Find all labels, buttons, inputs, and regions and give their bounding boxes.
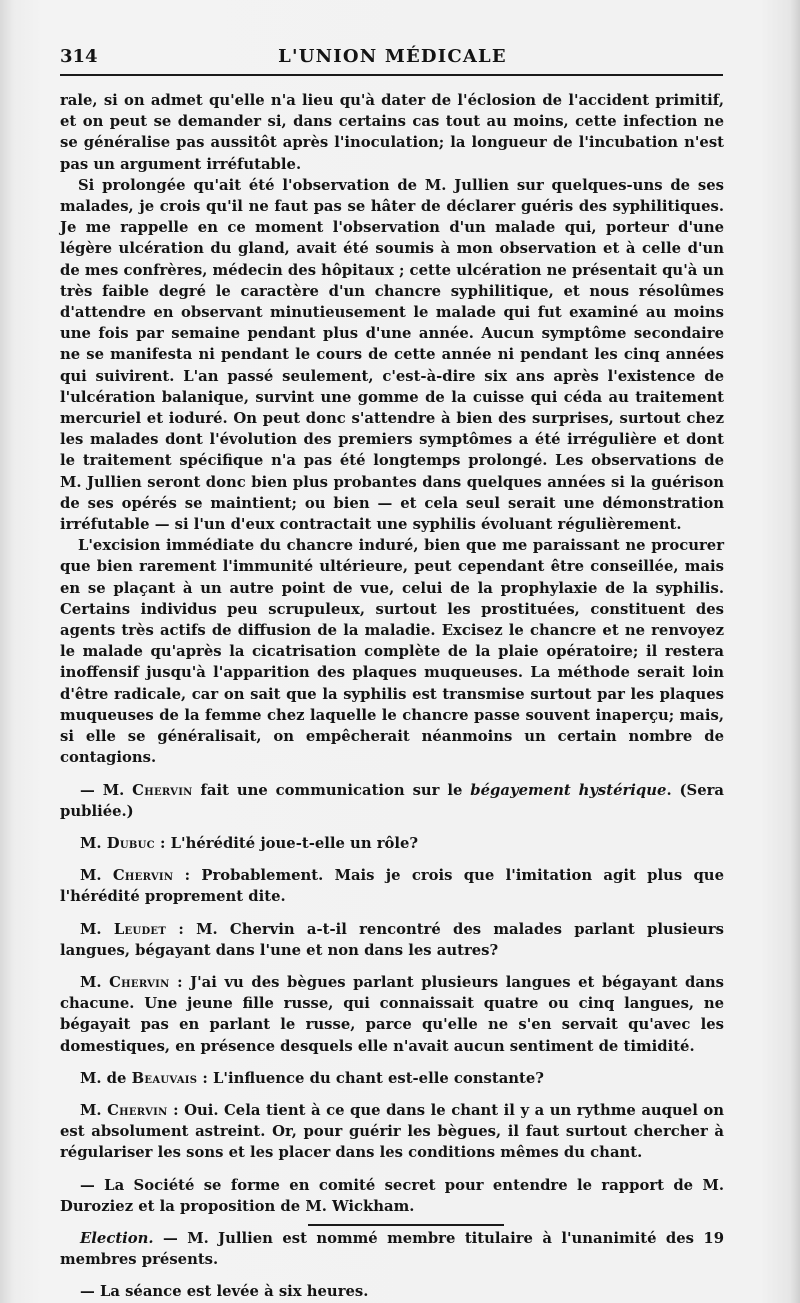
proceedings-entry: — La séance est levée à six heures. — [80, 1283, 369, 1301]
speaker-name: Chervin — [109, 973, 170, 991]
closing-rule — [308, 1224, 504, 1226]
proceedings-entry: M. Dubuc : L'hérédité joue-t-elle un rôle? — [80, 834, 419, 852]
speaker-name: Beauvais — [131, 1069, 198, 1087]
speaker-name: Dubuc — [106, 834, 155, 852]
header-rule — [60, 74, 723, 76]
speaker-name: Chervin — [112, 867, 174, 885]
page-header — [60, 40, 725, 74]
paragraph-continued: rale, si on admet qu'elle n'a lieu qu'à dater de l'éclosion de l'accident primitif, et on peut se demander si, dans certains cas tout au moins, cette infection ne se généralise pas aussitôt après l'inoculation; la longueur de l'incubation n'est pas un argument irréfutable. — [60, 92, 724, 173]
proceedings-entry: Election. — M. Jullien est nommé membre titulaire à l'unanimité des 19 membres présents. — [60, 1229, 724, 1269]
proceedings-entry: — La Société se forme en comité secret pour entendre le rapport de M. Duroziez et la proposition de M. Wickham. — [60, 1176, 724, 1215]
speaker-name: Chervin — [107, 1101, 168, 1119]
speaker-name: Leudet — [113, 920, 167, 938]
proceedings-entry: M. Chervin : Probablement. Mais je crois que l'imitation agit plus que l'hérédité proprement dite. — [60, 867, 724, 906]
paragraph: Si prolongée qu'ait été l'observation de M. Jullien sur quelques-uns de ses malades, je crois qu'il ne faut pas se hâter de déclarer guéris des syphilitiques. Je me rappelle en ce moment l'observation d'un malade qui, porteur d'une légère ulcération du gland, avait été soumis à mon observation et à celle d'un de mes confrères, médecin des hôpitaux ; cette ulcération ne présentait qu'à un très faible degré le caractère d'un chancre syphilitique, et nous résolûmes d'attendre en observant minutieusement le malade qui fut examiné au moins une fois par semaine pendant plus d'une année. Aucun symptôme secondaire ne se manifesta ni pendant le cours de cette année ni pendant les cinq années qui suivirent. L'an passé seulement, c'est-à-dire six ans après l'existence de l'ulcération balanique, survint une gomme de la cuisse qui céda au traitement mercuriel et ioduré. On peut donc s'attendre à bien des surprises, surtout chez les malades dont l'évolution des premiers symptômes a été irrégulière et dont le traitement spécifique n'a pas été longtemps prolongé. Les observations de M. Jullien seront donc bien plus probantes dans quelques années si la guérison de ses opérés se maintient; ou bien — et cela seul serait une démonstration irréfutable — si l'un d'eux contractait une syphilis évoluant régulièrement. — [60, 176, 724, 534]
paragraph: L'excision immédiate du chancre induré, bien que me paraissant ne procurer que bien rarement l'immunité ultérieure, peut cependant être conseillée, mais en se plaçant à un autre point de vue, celui de la prophylaxie de la syphilis. Certains individus peu scrupuleux, surtout les prostituées, constituent des agents très actifs de diffusion de la maladie. Excisez le chancre et ne renvoyez le malade qu'après la cicatrisation complète de la plaie opératoire; il restera inoffensif jusqu'à l'apparition des plaques muqueuses. La méthode serait loin d'être radicale, car on sait que la syphilis est transmise surtout par les plaques muqueuses de la femme chez laquelle le chancre passe souvent inaperçu; mais, si elle se généralisait, on empêcherait néanmoins un certain nombre de contagions. — [60, 537, 724, 767]
proceedings-entry: M. Leudet : M. Chervin a-t-il rencontré des malades parlant plusieurs langues, bégayant dans l'une et non dans les autres? — [60, 920, 724, 959]
proceedings-entry: — M. Chervin fait une communication sur le bégayement hystérique. (Sera publiée.) — [60, 781, 724, 820]
speaker-name: Chervin — [132, 781, 193, 799]
proceedings-entry: M. Chervin : J'ai vu des bègues parlant plusieurs langues et bégayant dans chacune. Une jeune fille russe, qui connaissait quatre ou cinq langues, ne bégayait pas en parlant le russe, parce qu'elle ne s'en servait qu'avec les domestiques, en présence desquels elle n'avait aucun sentiment de timidité. — [60, 973, 724, 1055]
italic-title: bégayement hystérique — [470, 781, 667, 799]
proceedings-entry: M. de Beauvais : L'influence du chant est-elle constante? — [80, 1069, 544, 1087]
body-text — [60, 90, 724, 1303]
italic-label: Election. — [80, 1229, 154, 1247]
proceedings-entry: M. Chervin : Oui. Cela tient à ce que dans le chant il y a un rythme auquel on est absolument astreint. Or, pour guérir les bègues, il faut surtout chercher à régulariser les sons et les placer dans les conditions mêmes du chant. — [60, 1101, 724, 1162]
page-number: 314 — [60, 46, 98, 67]
running-title: L'UNION MÉDICALE — [278, 46, 507, 67]
